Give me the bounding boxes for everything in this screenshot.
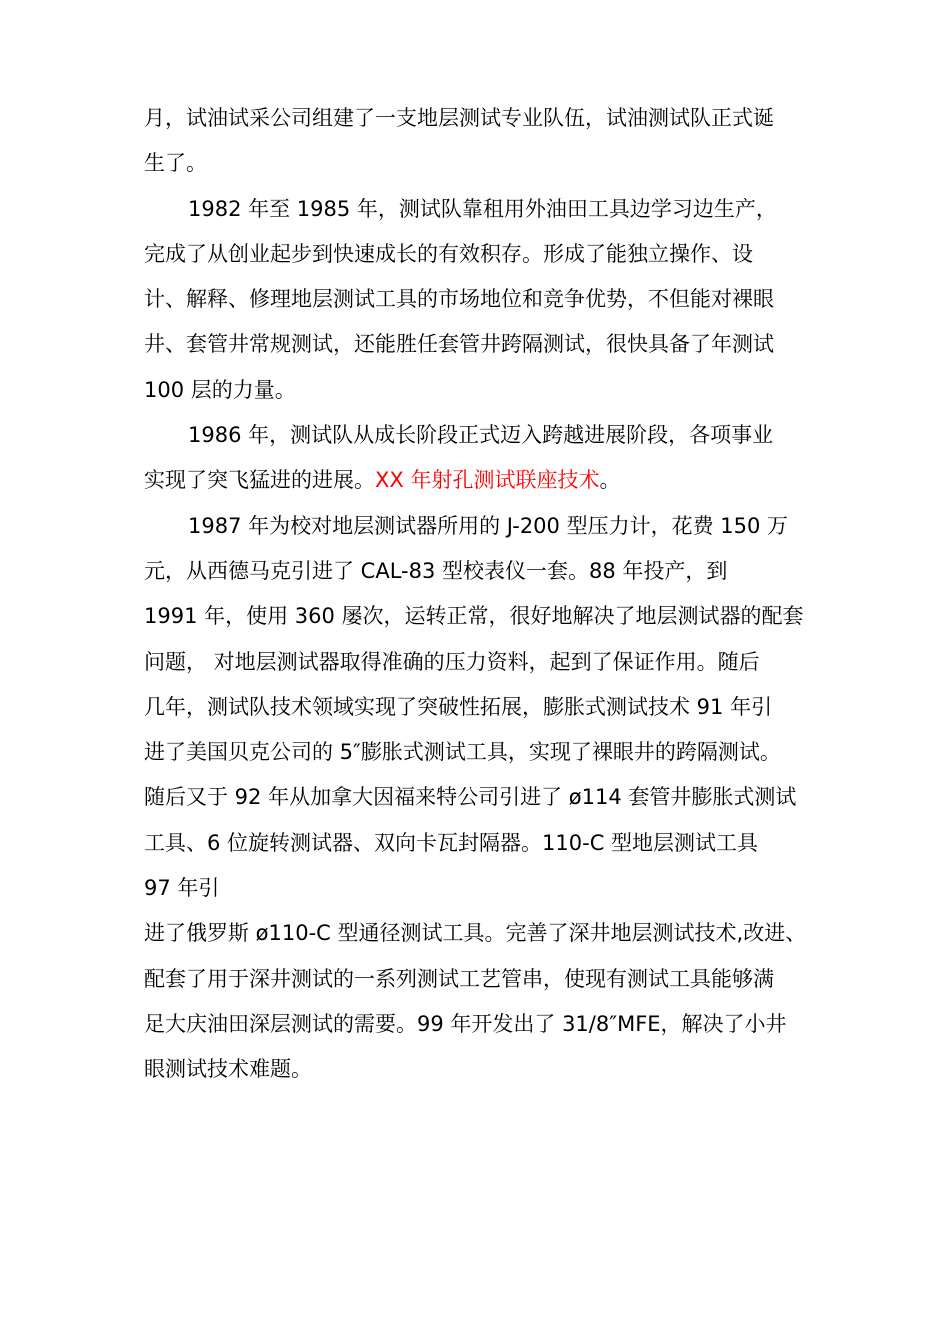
text-line: 眼测试技术难题。 <box>144 1057 312 1082</box>
paragraph-start-line: 1982 年至 1985 年，测试队靠租用外油田工具边学习边生产， <box>188 196 777 221</box>
highlighted-text: XX 年射孔测试联座技术 <box>375 468 600 493</box>
text-segment: 。 <box>599 468 621 493</box>
text-line: 计、解释、修理地层测试工具的市场地位和竞争优势，不但能对裸眼 <box>144 287 774 312</box>
text-line: 1991 年，使用 360 屡次，运转正常，很好地解决了地层测试器的配套 <box>144 604 804 629</box>
text-line: 随后又于 92 年从加拿大因福来特公司引进了 ø114 套管井膨胀式测试 <box>144 785 797 810</box>
text-line: 进了俄罗斯 ø110-C 型通径测试工具。完善了深井地层测试技术,改进、 <box>144 921 807 946</box>
text-line: 几年，测试队技术领域实现了突破性拓展，膨胀式测试技术 91 年引 <box>144 694 773 719</box>
paragraph-start-line: 1987 年为校对地层测试器所用的 J-200 型压力计，花费 150 万 <box>188 513 789 538</box>
paragraph-start-line: 1986 年，测试队从成长阶段正式迈入跨越进展阶段，各项事业 <box>188 423 774 448</box>
text-line: 月，试油试采公司组建了一支地层测试专业队伍，试油测试队正式诞 <box>144 106 774 130</box>
text-line: 100 层的力量。 <box>144 377 296 402</box>
text-line: 元，从西德马克引进了 CAL-83 型校表仪一套。88 年投产，到 <box>144 558 728 583</box>
text-line: 井、套管井常规测试，还能胜任套管井跨隔测试，很快具备了年测试 <box>144 332 774 357</box>
text-line: 97 年引 <box>144 876 220 901</box>
document-body <box>144 96 824 1093</box>
text-line: 进了美国贝克公司的 5″膨胀式测试工具，实现了裸眼井的跨隔测试。 <box>144 740 781 765</box>
text-line: 生了。 <box>144 151 207 176</box>
text-line: 足大庆油田深层测试的需要。99 年开发出了 31/8″MFE，解决了小井 <box>144 1011 787 1036</box>
text-line-with-highlight <box>144 458 824 503</box>
text-line: 配套了用于深井测试的一系列测试工艺管串，使现有测试工具能够满 <box>144 966 774 991</box>
text-segment: 实现了突飞猛进的进展。 <box>144 468 375 493</box>
text-line: 问题， 对地层测试器取得准确的压力资料，起到了保证作用。随后 <box>144 649 760 674</box>
text-line: 工具、6 位旋转测试器、双向卡瓦封隔器。110-C 型地层测试工具 <box>144 830 759 855</box>
text-line: 完成了从创业起步到快速成长的有效积存。形成了能独立操作、设 <box>144 241 753 266</box>
